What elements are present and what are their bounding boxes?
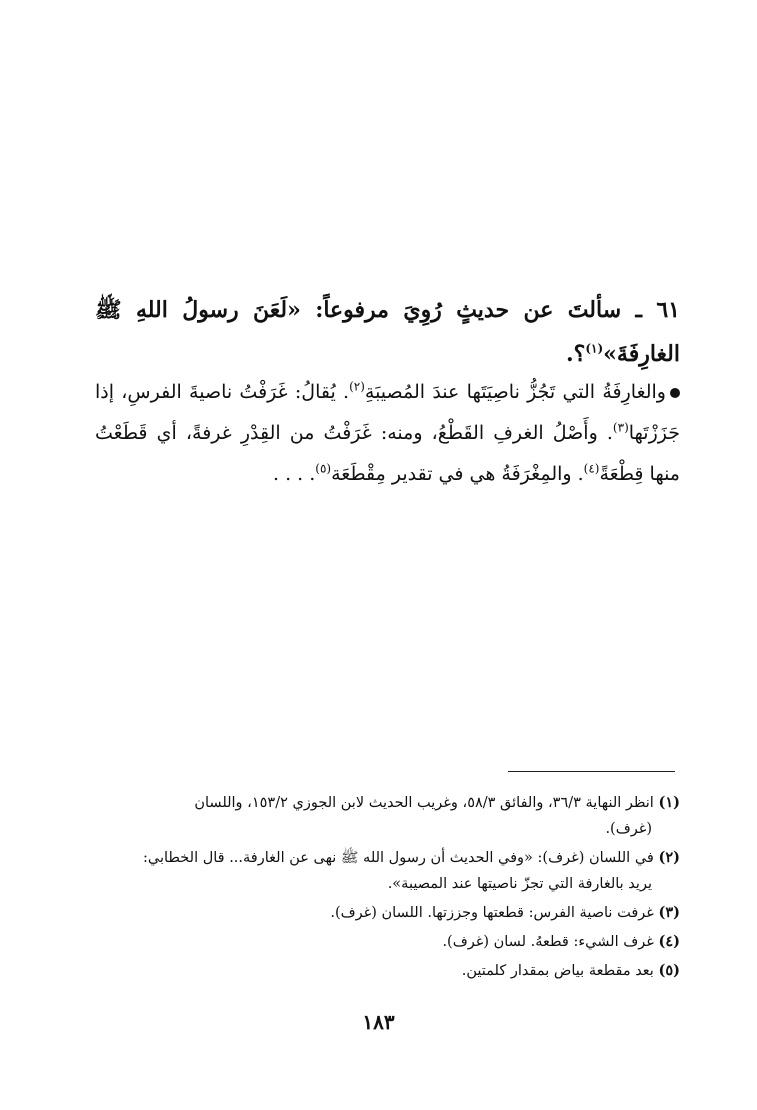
answer-part-3: . وأَصْلُ الغرفِ القَطْعُ، ومنه: غَرَفْتُ من القِدْرِ غرفةً، أي قَطَعْتُ منها قِطْعَةً: [95, 422, 680, 485]
footnote-text: في اللسان (غرف): «وفي الحديث أن رسول الله ﷺ نهى عن الغارفة... قال الخطابي:: [142, 850, 654, 866]
bullet-icon: [670, 388, 680, 398]
footnote-1: [95, 790, 680, 842]
footnote-text: غرفت ناصية الفرس: قطعتها وجززتها. اللسان (غرف).: [330, 905, 654, 921]
answer-part-1: والغارِفَةُ التي تَجُزُّ ناصِيَتَها عندَ المُصيبَةِ: [364, 381, 666, 403]
footnote-4: [95, 929, 680, 955]
footnote-number: (٣): [658, 904, 680, 921]
footnote-ref-1: (١): [585, 341, 604, 356]
page-number: ١٨٣: [362, 1010, 395, 1034]
question-heading: [95, 288, 680, 376]
footnote-ref-2: (٢): [349, 379, 365, 394]
footnote-divider: [508, 771, 675, 772]
footnote-ref-4: (٤): [583, 461, 600, 476]
footnote-text: بعد مقطعة بياض بمقدار كلمتين.: [461, 963, 654, 979]
question-number: ٦١: [656, 297, 680, 323]
footnote-continuation: (غرف).: [605, 821, 652, 837]
question-tail: ؟.: [566, 341, 586, 367]
answer-part-5: . . . .: [273, 463, 316, 485]
footnote-2: [95, 845, 680, 897]
footnote-5: [95, 958, 680, 984]
footnote-number: (٥): [658, 962, 680, 979]
footnote-continuation: يريد بالغارفة التي تجزّ ناصيتها عند المصيبة».: [387, 876, 652, 892]
footnote-number: (٢): [658, 849, 680, 866]
answer-part-2: . يُقالُ: غَرَفْتُ ناصيةَ الفرسِ، إذا جَزَزْتَها: [95, 381, 680, 444]
footnote-3: [95, 900, 680, 926]
answer-paragraph: [95, 372, 680, 495]
footnote-text: انظر النهاية ٣٦/٣، والفائق ٥٨/٣، وغريب الحديث لابن الجوزي ١٥٣/٢، واللسان: [194, 795, 654, 811]
footnote-ref-5: (٥): [315, 461, 332, 476]
footnotes: [95, 790, 680, 987]
footnote-number: (١): [658, 794, 680, 811]
footnote-ref-3: (٣): [612, 420, 629, 435]
footnote-text: غرف الشيء: قطعهُ. لسان (غرف).: [442, 934, 654, 950]
answer-part-4: . والمِغْرَفَةُ هي في تقدير مِقْطَعَة: [331, 463, 584, 485]
footnote-number: (٤): [658, 933, 680, 950]
question-text: ـ سألتَ عن حديثٍ رُوِيَ مرفوعاً: «لَعَنَ رسولُ اللهِ ﷺ الغارِفَةَ»: [95, 297, 680, 367]
